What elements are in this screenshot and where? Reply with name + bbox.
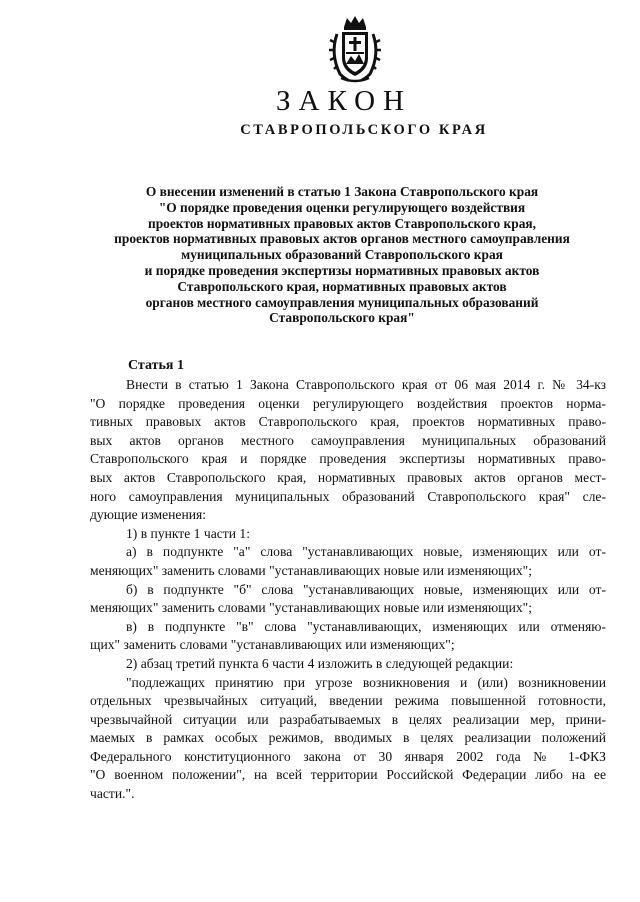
- body-line: б) в подпункте "б" слова "устанавливающих новые, изменяющих или от-: [126, 581, 606, 597]
- law-title: ЗАКОН: [276, 85, 412, 117]
- body-line: вых актов органов местного самоуправления муниципальных образований: [90, 432, 606, 448]
- body-line: вых актов Ставропольского края, нормативных правовых актов органов мест-: [90, 469, 606, 485]
- body-line: тивных правовых актов Ставропольского края, проектов нормативных право-: [90, 414, 606, 430]
- heading-line: "О порядке проведения оценки регулирующего воздействия: [158, 199, 526, 215]
- body-line: меняющих" заменить словами "устанавливающих новые или изменяющих";: [90, 600, 533, 616]
- article-title: Статья 1: [128, 358, 184, 373]
- body-line: меняющих" заменить словами "устанавливающих новые или изменяющих";: [90, 562, 533, 578]
- body-line: 1) в пункте 1 части 1:: [126, 525, 250, 541]
- document-heading: [92, 184, 592, 326]
- heading-line: проектов нормативных правовых актов органов местного самоуправления: [114, 231, 570, 247]
- body-line: Федерального конституционного закона от 30 января 2002 года № 1-ФКЗ: [90, 748, 606, 764]
- body-line: части.".: [90, 786, 135, 802]
- law-subtitle: СТАВРОПОЛЬСКОГО КРАЯ: [240, 122, 488, 138]
- body-line: дующие изменения:: [90, 507, 207, 523]
- body-line: а) в подпункте "а" слова "устанавливающих новые, изменяющих или от-: [126, 544, 606, 560]
- heading-line: муниципальных образований Ставропольского края: [181, 247, 503, 263]
- body-line: ного самоуправления муниципальных образований Ставропольского края" сле-: [90, 488, 606, 504]
- coat-of-arms-icon: [328, 14, 382, 84]
- body-line: 2) абзац третий пункта 6 части 4 изложить в следующей редакции:: [126, 655, 514, 671]
- body-line: Ставропольского края и порядке проведения экспертизы нормативных право-: [90, 451, 606, 467]
- body-line: "О военном положении", на всей территории Российской Федерации либо на ее: [90, 767, 606, 783]
- article-body: [90, 376, 606, 804]
- body-line: чрезвычайной ситуации или разрабатываемых в целях реализации мер, прини-: [90, 711, 606, 727]
- body-line: Внести в статью 1 Закона Ставропольского края от 06 мая 2014 г. № 34-кз: [126, 377, 606, 392]
- heading-line: Ставропольского края": [269, 310, 415, 326]
- heading-line: Ставропольского края, нормативных правовых актов: [177, 278, 507, 294]
- body-line: отдельных чрезвычайных ситуаций, введении режима повышенной готовности,: [90, 693, 606, 709]
- body-line: "подлежащих принятию при угрозе возникновения и (или) возникновении: [126, 674, 606, 690]
- body-line: маемых в рамках особых режимов, вводимых в целях реализации положений: [90, 730, 606, 746]
- heading-line: О внесении изменений в статью 1 Закона Ставропольского края: [145, 184, 539, 199]
- heading-line: проектов нормативных правовых актов Ставропольского края,: [147, 215, 537, 231]
- body-line: "О порядке проведения оценки регулирующего воздействия проектов норма-: [90, 395, 606, 411]
- body-line: щих" заменить словами "устанавливающих или изменяющих";: [90, 637, 455, 653]
- heading-line: органов местного самоуправления муниципальных образований: [145, 294, 539, 310]
- heading-line: и порядке проведения экспертизы нормативных правовых актов: [144, 262, 540, 278]
- body-line: в) в подпункте "в" слова "устанавливающих, изменяющих или отменяю-: [126, 618, 606, 634]
